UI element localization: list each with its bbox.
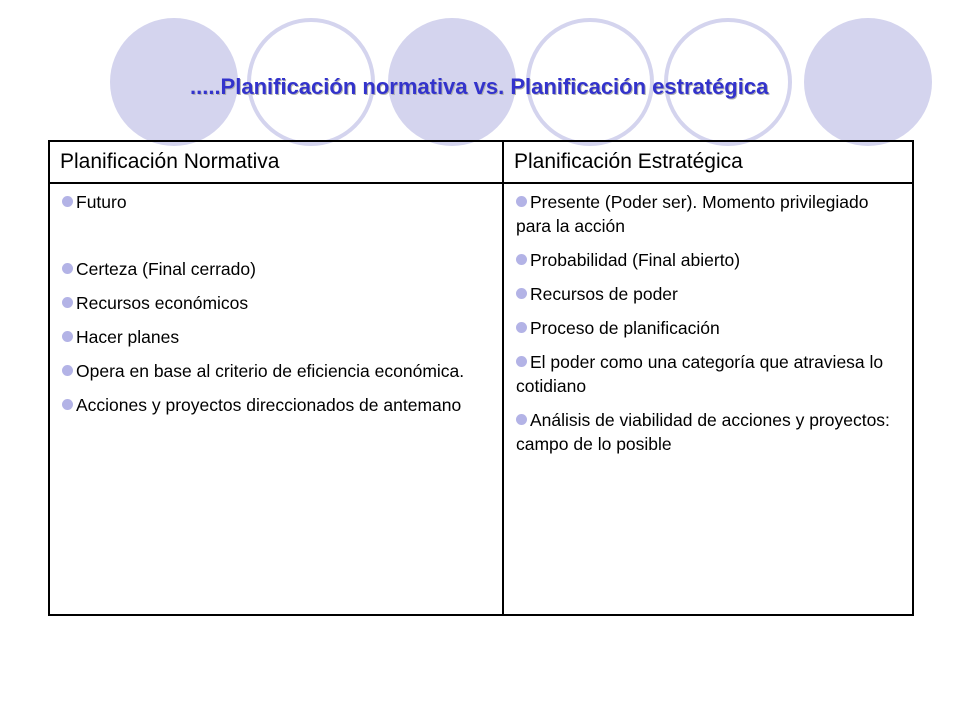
list-item: Futuro: [62, 190, 492, 214]
list-item: Certeza (Final cerrado): [62, 257, 492, 281]
list-item: Opera en base al criterio de eficiencia económica.: [62, 359, 492, 383]
bullet-icon: [62, 399, 73, 410]
list-item: Acciones y proyectos direccionados de antemano: [62, 393, 492, 417]
comparison-table: [48, 140, 914, 616]
bullet-icon: [516, 414, 527, 425]
header-row: [49, 141, 913, 183]
list-item: Análisis de viabilidad de acciones y proyectos: campo de lo posible: [516, 410, 890, 454]
estrategica-cell: [503, 183, 913, 615]
bullet-icon: [516, 322, 527, 333]
list-item: Proceso de planificación: [516, 316, 902, 340]
list-item: Hacer planes: [62, 325, 492, 349]
bullet-icon: [516, 254, 527, 265]
bullet-icon: [516, 196, 527, 207]
estrategica-list: [516, 190, 902, 456]
bullet-icon: [62, 365, 73, 376]
bullet-icon: [516, 288, 527, 299]
bullet-icon: [62, 263, 73, 274]
list-item: El poder como una categoría que atraviesa lo cotidiano: [516, 352, 884, 396]
bullet-icon: [62, 297, 73, 308]
header-estrategica: Planificación Estratégica: [503, 141, 913, 183]
list-item: Presente (Poder ser). Momento privilegiado para la acción: [516, 192, 869, 236]
bullet-icon: [62, 196, 73, 207]
bullet-icon: [516, 356, 527, 367]
list-item: Recursos económicos: [62, 291, 492, 315]
list-item: Recursos de poder: [516, 282, 902, 306]
content-row: [49, 183, 913, 615]
header-normativa: Planificación Normativa: [49, 141, 503, 183]
slide-title: .....Planificación normativa vs. Planificación estratégica: [190, 74, 769, 99]
normativa-cell: [49, 183, 503, 615]
normativa-list: [62, 190, 492, 417]
list-item: Probabilidad (Final abierto): [516, 248, 902, 272]
bullet-icon: [62, 331, 73, 342]
